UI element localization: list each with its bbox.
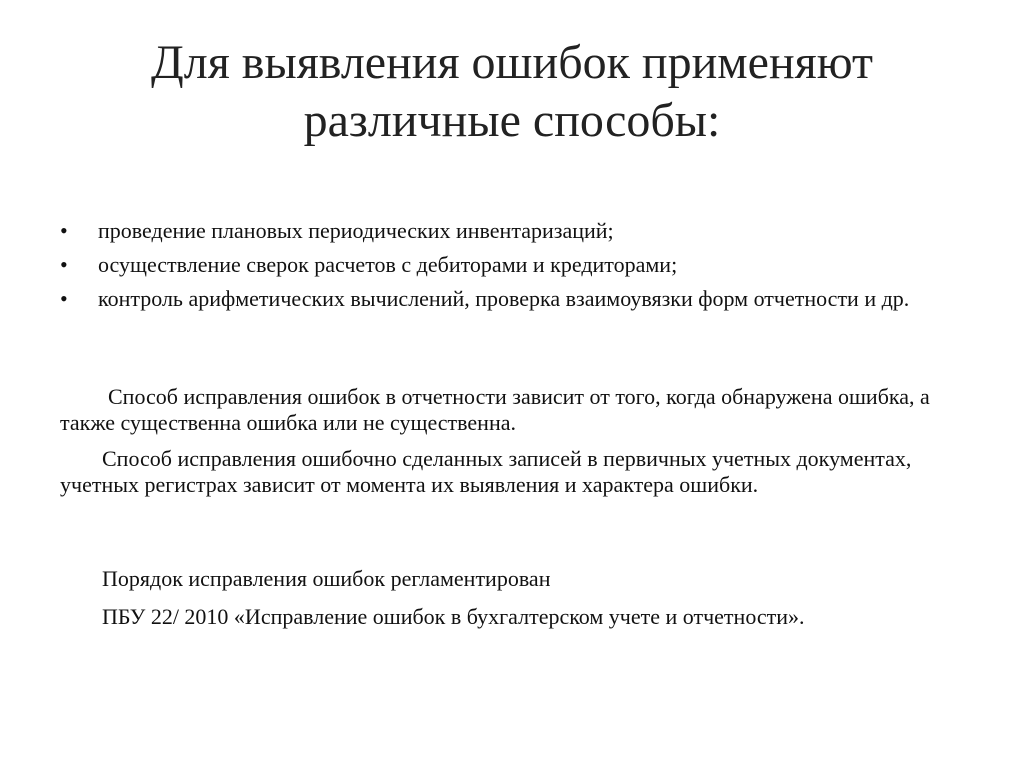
slide-title (0, 34, 1024, 150)
bullet-item-reconciliation (60, 252, 970, 278)
paragraph-text: ПБУ 22/ 2010 «Исправление ошибок в бухгалтерском учете и отчетности». (102, 604, 805, 629)
bullet-text: контроль арифметических вычислений, проверка взаимоувязки форм отчетности и др. (98, 286, 910, 311)
bullet-icon: • (60, 286, 68, 311)
bullet-item-inventory (60, 218, 970, 244)
paragraph-correction-method (60, 384, 970, 436)
paragraph-erroneous-records (60, 446, 970, 498)
bullet-item-arithmetic-control (60, 286, 970, 312)
bullet-icon: • (60, 218, 68, 243)
bullet-list (60, 218, 970, 320)
paragraph-regulation (60, 566, 970, 592)
bullet-text: проведение плановых периодических инвентаризаций; (98, 218, 614, 243)
paragraph-text: Способ исправления ошибок в отчетности зависит от того, когда обнаружена ошибка, а также существенна ошибка или не существенна. (60, 384, 930, 435)
bullet-icon: • (60, 252, 68, 277)
paragraph-text: Способ исправления ошибочно сделанных записей в первичных учетных документах, учетных регистрах зависит от момента их выявления и характера ошибки. (60, 446, 912, 497)
slide-title-line-2: различные способы: (303, 94, 721, 147)
bullet-text: осуществление сверок расчетов с дебиторами и кредиторами; (98, 252, 678, 277)
paragraph-pbu (60, 604, 970, 630)
slide-title-line-1: Для выявления ошибок применяют (151, 36, 873, 89)
paragraph-text: Порядок исправления ошибок регламентирован (102, 566, 551, 591)
